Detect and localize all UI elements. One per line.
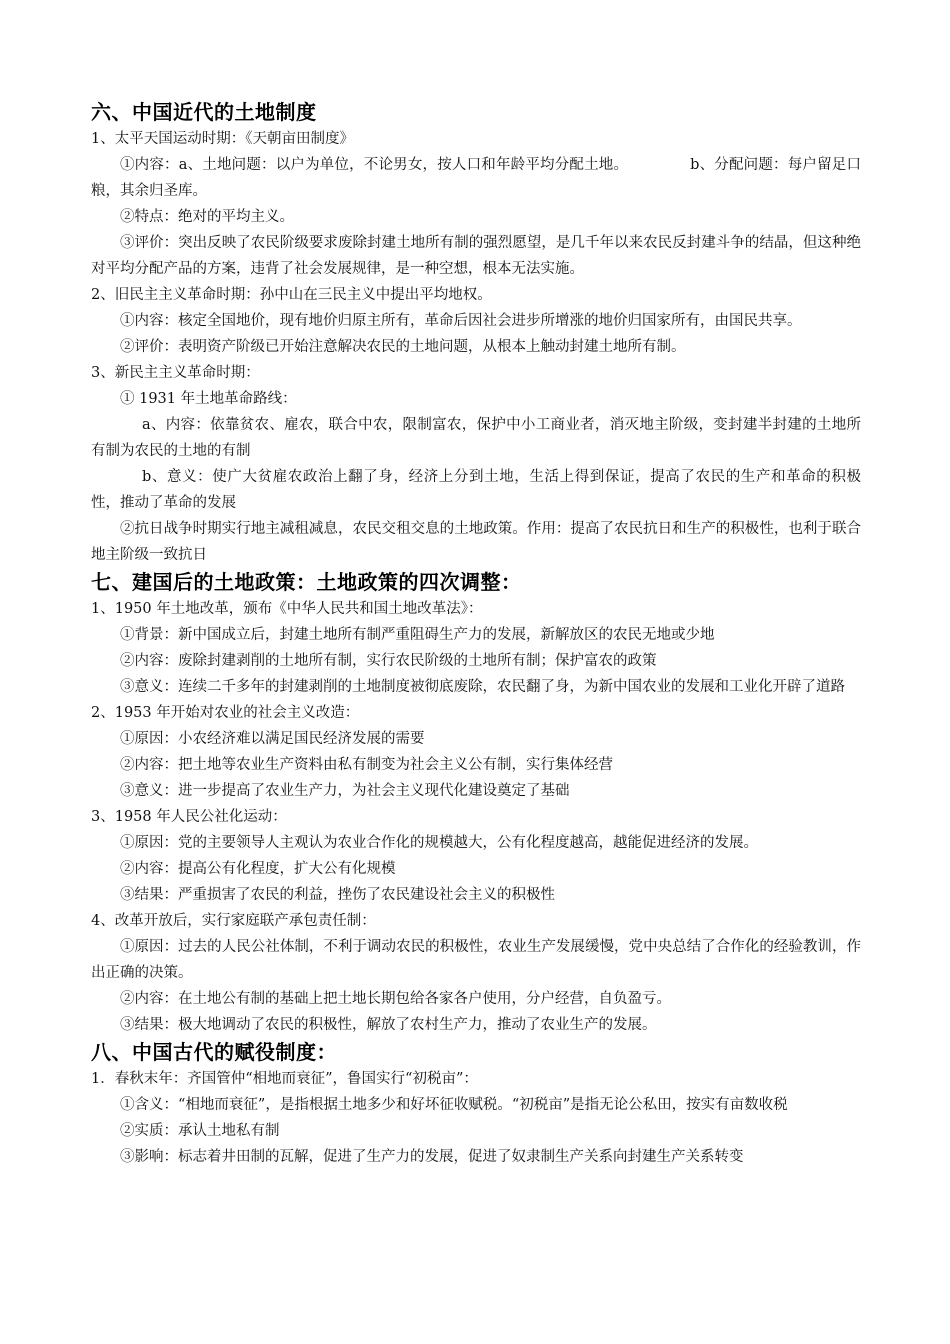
- s7-item-1-background: ①背景：新中国成立后，封建土地所有制严重阻碍生产力的发展，新解放区的农民无地或少地: [120, 627, 715, 643]
- s7-item-2-reason: ①原因：小农经济难以满足国民经济发展的需要: [120, 731, 425, 747]
- s6-item-3: 3、新民主主义革命时期：: [91, 365, 260, 381]
- s6-item-3-war-policy: ②抗日战争时期实行地主减租减息，农民交租交息的土地政策。作用：提高了农民抗日和生产的积极性，也利于联合地主阶级一致抗日: [91, 521, 861, 563]
- s7-item-1-content: ②内容：废除封建剥削的土地所有制，实行农民阶级的土地所有制；保护富农的政策: [120, 653, 657, 669]
- s7-item-3: 3、1958 年人民公社化运动：: [91, 809, 287, 825]
- section-8-heading: 八、中国古代的赋役制度：: [91, 1040, 337, 1064]
- s8-item-1-meaning: ①含义：“相地而衰征”，是指根据土地多少和好坏征收赋税。“初税亩”是指无论公私田，按实有亩数收税: [120, 1097, 788, 1113]
- s6-item-1: 1、太平天国运动时期：《天朝亩田制度》: [91, 131, 354, 147]
- s6-item-2-content: ①内容：核定全国地价，现有地价归原主所有，革命后因社会进步所增涨的地价归国家所有，由国民共享。: [120, 313, 802, 329]
- s7-item-4-content: ②内容：在土地公有制的基础上把土地长期包给各家各户使用，分户经营，自负盈亏。: [120, 991, 671, 1007]
- s7-item-3-reason: ①原因：党的主要领导人主观认为农业合作化的规模越大，公有化程度越高，越能促进经济的发展。: [120, 835, 758, 851]
- s6-item-1-content: [91, 152, 861, 204]
- s6-item-3-route-content: a、内容：依靠贫农、雇农，联合中农，限制富农，保护中小工商业者，消灭地主阶级，变封建半封建的土地所有制为农民的土地的有制: [91, 417, 861, 459]
- s7-item-4-result: ③结果：极大地调动了农民的积极性，解放了农村生产力，推动了农业生产的发展。: [120, 1017, 657, 1033]
- s6-item-2-evaluation: ②评价：表明资产阶级已开始注意解决农民的土地问题，从根本上触动封建土地所有制。: [120, 339, 686, 355]
- section-6-heading: 六、中国近代的土地制度: [91, 100, 317, 124]
- s7-item-1: 1、1950 年土地改革，颁布《中华人民共和国土地改革法》：: [91, 601, 483, 617]
- s6-item-2: 2、旧民主主义革命时期：孙中山在三民主义中提出平均地权。: [91, 287, 492, 303]
- document-content: [91, 98, 861, 1170]
- section-7-heading: 七、建国后的土地政策：土地政策的四次调整：: [91, 570, 522, 594]
- s6-item-1-evaluation: ③评价：突出反映了农民阶级要求废除封建土地所有制的强烈愿望，是几千年以来农民反封建斗争的结晶，但这种绝对平均分配产品的方案，违背了社会发展规律，是一种空想，根本无法实施。: [91, 235, 861, 277]
- s7-item-2: 2、1953 年开始对农业的社会主义改造：: [91, 705, 360, 721]
- s7-item-2-significance: ③意义：进一步提高了农业生产力，为社会主义现代化建设奠定了基础: [120, 783, 570, 799]
- s7-item-3-content: ②内容：提高公有化程度，扩大公有化规模: [120, 861, 396, 877]
- s8-item-1: 1．春秋末年：齐国管仲“相地而衰征”，鲁国实行“初税亩”：: [91, 1071, 478, 1087]
- s6-item-1-feature: ②特点：绝对的平均主义。: [120, 209, 294, 225]
- s6-item-3-route-significance: b、意义：使广大贫雇农政治上翻了身，经济上分到土地，生活上得到保证，提高了农民的生产和革命的积极性，推动了革命的发展: [91, 469, 861, 511]
- s8-item-1-impact: ③影响：标志着井田制的瓦解，促进了生产力的发展，促进了奴隶制生产关系向封建生产关系转变: [120, 1149, 744, 1165]
- s6-item-1-content-a: ①内容：a、土地问题：以户为单位，不论男女，按人口和年龄平均分配土地。: [120, 157, 629, 173]
- s7-item-4-reason: ①原因：过去的人民公社体制，不利于调动农民的积极性，农业生产发展缓慢，党中央总结了合作化的经验教训，作出正确的决策。: [91, 939, 861, 981]
- s6-item-3-route: ① 1931 年土地革命路线：: [120, 391, 297, 407]
- s7-item-2-content: ②内容：把土地等农业生产资料由私有制变为社会主义公有制，实行集体经营: [120, 757, 613, 773]
- s7-item-1-significance: ③意义：连续二千多年的封建剥削的土地制度被彻底废除，农民翻了身，为新中国农业的发展和工业化开辟了道路: [120, 679, 845, 695]
- s7-item-4: 4、改革开放后，实行家庭联产承包责任制：: [91, 913, 376, 929]
- s6-item-1-content-b: b、分配问题：每户留足口粮，其余归圣库。: [91, 157, 861, 199]
- s7-item-3-result: ③结果：严重损害了农民的利益，挫伤了农民建设社会主义的积极性: [120, 887, 555, 903]
- s8-item-1-essence: ②实质：承认土地私有制: [120, 1123, 280, 1139]
